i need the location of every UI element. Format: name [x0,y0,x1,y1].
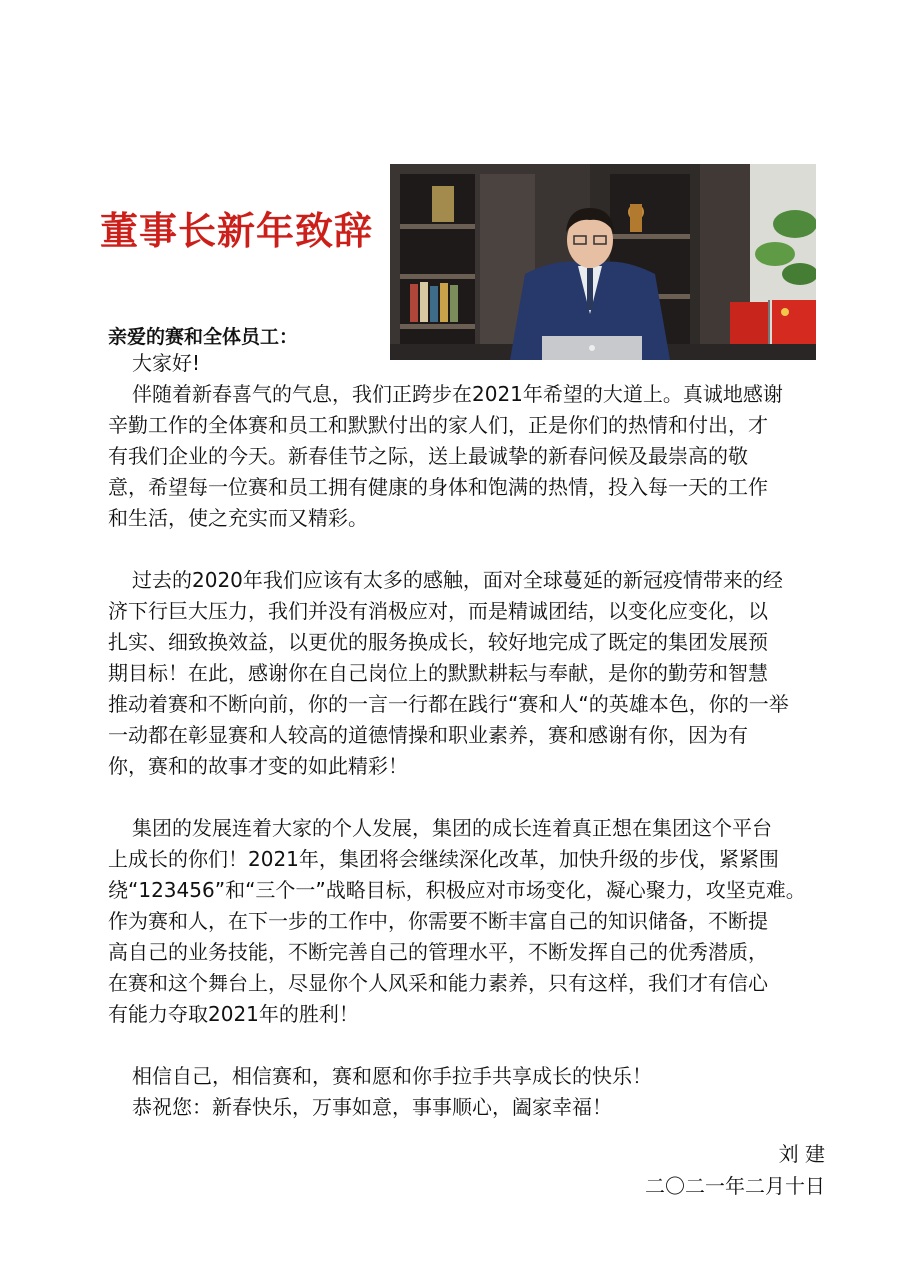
signature-block [645,1138,825,1202]
paragraph-line: 和生活，使之充实而又精彩。 [108,506,368,530]
paragraph-gap [108,534,828,565]
signature-name: 刘 建 [778,1142,825,1166]
greeting: 大家好! [132,351,201,375]
paragraph-gap [108,1030,828,1061]
closing-line: 相信自己，相信赛和，赛和愿和你手拉手共享成长的快乐！ [132,1064,652,1088]
paragraph-line: 有我们企业的今天。新春佳节之际，送上最诚挚的新春问候及最崇高的敬 [108,444,748,468]
page-title: 董事长新年致辞 [100,209,374,253]
paragraph-line: 期目标！在此，感谢你在自己岗位上的默默耕耘与奉献，是你的勤劳和智慧 [108,661,768,685]
paragraph-line: 高自己的业务技能，不断完善自己的管理水平，不断发挥自己的优秀潜质， [108,940,768,964]
closing-line: 恭祝您：新春快乐，万事如意，事事顺心，阖家幸福！ [132,1095,612,1119]
paragraph-line: 意，希望每一位赛和员工拥有健康的身体和饱满的热情，投入每一天的工作 [108,475,768,499]
paragraph-gap [108,782,828,813]
paragraph-line: 一动都在彰显赛和人较高的道德情操和职业素养，赛和感谢有你，因为有 [108,723,748,747]
signature-date: 二〇二一年二月十日 [645,1174,825,1198]
paragraph-line: 辛勤工作的全体赛和员工和默默付出的家人们，正是你们的热情和付出，才 [108,413,768,437]
chairman-photo [390,164,816,360]
paragraph-line: 作为赛和人，在下一步的工作中，你需要不断丰富自己的知识储备，不断提 [108,909,768,933]
paragraph-line: 扎实、细致换效益，以更优的服务换成长，较好地完成了既定的集团发展预 [108,630,768,654]
letter-body [108,348,828,1123]
paragraph-line: 上成长的你们！2021年，集团将会继续深化改革，加快升级的步伐，紧紧围 [108,847,779,871]
paragraph-line: 伴随着新春喜气的气息，我们正跨步在2021年希望的大道上。真诚地感谢 [132,382,783,406]
paragraph-line: 集团的发展连着大家的个人发展，集团的成长连着真正想在集团这个平台 [132,816,772,840]
paragraph-line: 你，赛和的故事才变的如此精彩！ [108,754,408,778]
paragraph-line: 绕“123456”和“三个一”战略目标，积极应对市场变化，凝心聚力，攻坚克难。 [108,878,806,902]
paragraph-line: 济下行巨大压力，我们并没有消极应对，而是精诚团结，以变化应变化，以 [108,599,768,623]
paragraph-line: 在赛和这个舞台上，尽显你个人风采和能力素养，只有这样，我们才有信心 [108,971,768,995]
salutation: 亲爱的赛和全体员工： [108,326,299,348]
paragraph-line: 推动着赛和不断向前，你的一言一行都在践行“赛和人“的英雄本色，你的一举 [108,692,789,716]
paragraph-line: 过去的2020年我们应该有太多的感触，面对全球蔓延的新冠疫情带来的经 [132,568,783,592]
paragraph-line: 有能力夺取2021年的胜利！ [108,1002,359,1026]
